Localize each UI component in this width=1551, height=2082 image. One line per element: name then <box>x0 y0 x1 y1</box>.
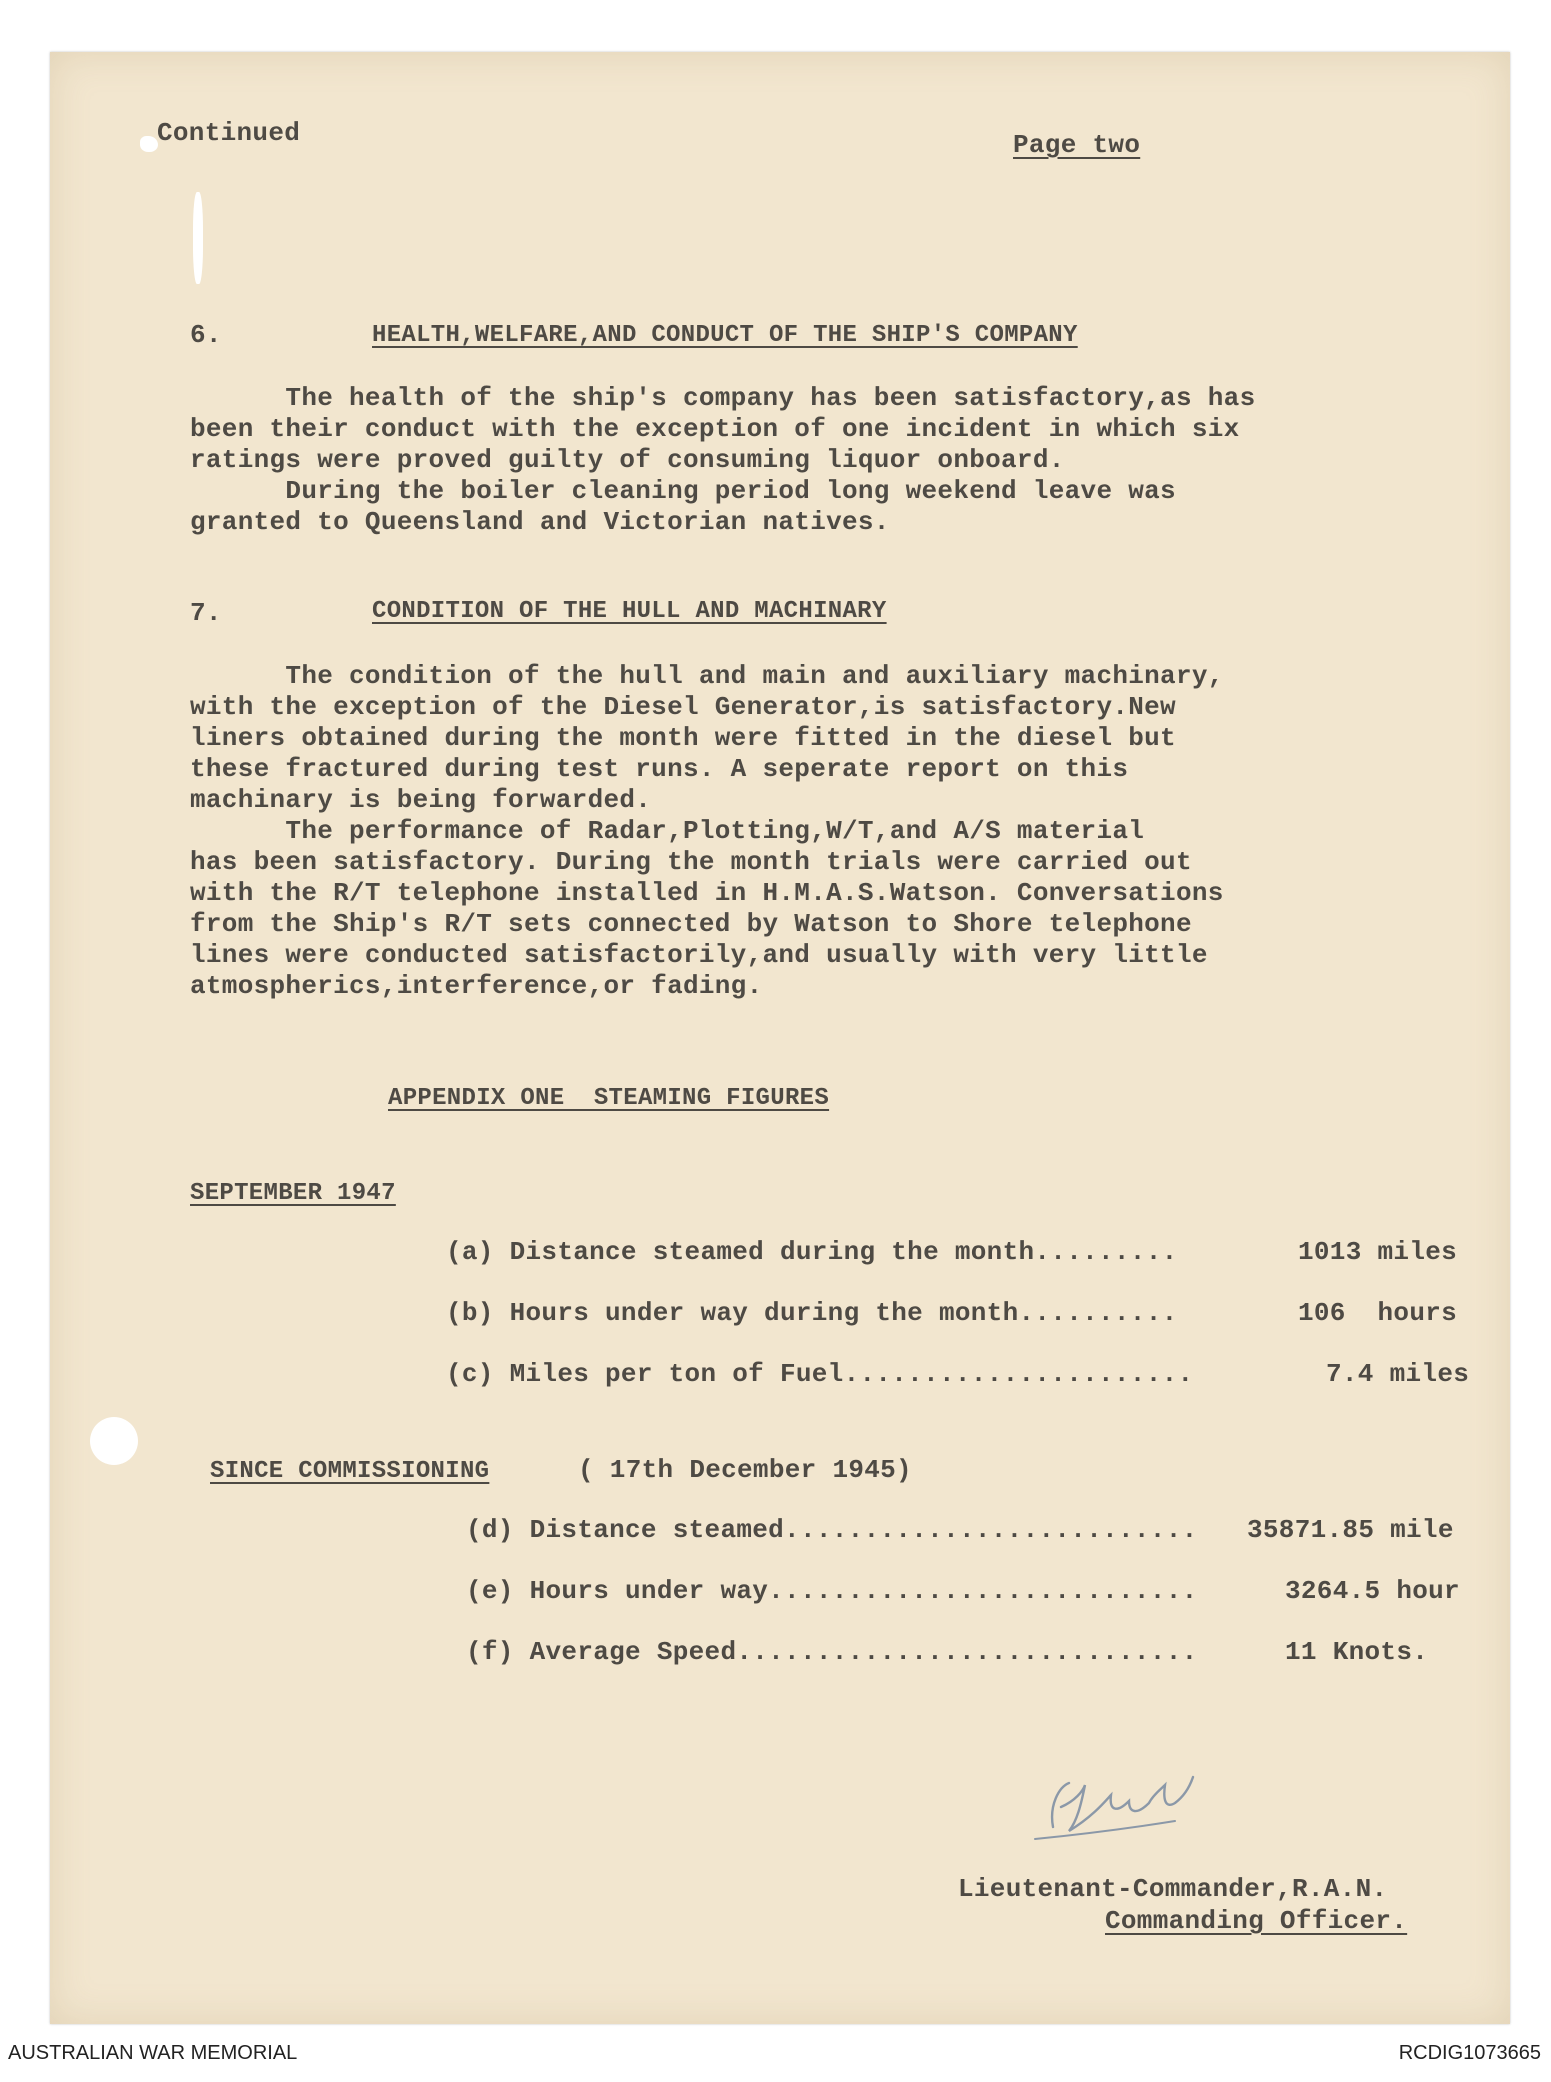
since-item-f-label: (f) Average Speed............................. <box>466 1637 1198 1667</box>
since-item-e-label: (e) Hours under way........................... <box>466 1576 1198 1606</box>
month-item-b-value: 106 hours <box>1298 1298 1458 1328</box>
month-item-c-value: 7.4 miles <box>1326 1359 1470 1389</box>
section-6-body: The health of the ship's company has been satisfactory,as has been their conduct with the exception of one incident in which six ratings were proved guilty of consuming liquor onboard. During the boiler cleaning period long weekend leave was granted to Queensland and Victorian natives. <box>190 383 1256 537</box>
since-commissioning-label: SINCE COMMISSIONING <box>210 1458 490 1485</box>
month-label: SEPTEMBER 1947 <box>190 1180 396 1207</box>
footer-source: AUSTRALIAN WAR MEMORIAL <box>8 2042 298 2064</box>
page-number: Page two <box>1013 130 1141 160</box>
since-item-e-value: 3264.5 hour <box>1285 1576 1460 1606</box>
punch-hole <box>90 1417 138 1465</box>
since-commissioning-date: ( 17th December 1945) <box>578 1455 912 1485</box>
since-item-d-value: 35871.85 mile <box>1247 1515 1454 1545</box>
since-item-f-value: 11 Knots. <box>1285 1637 1429 1667</box>
signatory-rank: Lieutenant-Commander,R.A.N. <box>958 1874 1388 1904</box>
month-item-c-label: (c) Miles per ton of Fuel...................... <box>446 1359 1194 1389</box>
appendix-title: APPENDIX ONE STEAMING FIGURES <box>388 1085 830 1112</box>
section-6-number: 6. <box>190 320 222 350</box>
handwritten-signature <box>1025 1755 1225 1855</box>
paper-tear <box>193 192 203 284</box>
month-item-a-label: (a) Distance steamed during the month......... <box>446 1237 1178 1267</box>
section-7-title: CONDITION OF THE HULL AND MACHINARY <box>372 598 887 625</box>
month-item-b-label: (b) Hours under way during the month.......... <box>446 1298 1178 1328</box>
section-7-number: 7. <box>190 598 222 628</box>
section-7-body: The condition of the hull and main and auxiliary machinary, with the exception of the Diesel Generator,is satisfactory.New liners obtained during the month were fitted in the diesel but these fractured during test runs. A seperate report on this machinary is being forwarded. The performance of Radar,Plotting,W/T,and A/S material has been satisfactory. During the month trials were carried out with the R/T telephone installed in H.M.A.S.Watson. Conversations from the Ship's R/T sets connected by Watson to Shore telephone lines were conducted satisfactorily,and usually with very little atmospherics,interference,or fading. <box>190 661 1224 1001</box>
paper-tear <box>140 136 158 152</box>
footer-id: RCDIG1073665 <box>1398 2042 1541 2064</box>
month-item-a-value: 1013 miles <box>1298 1237 1458 1267</box>
section-6-title: HEALTH,WELFARE,AND CONDUCT OF THE SHIP'S COMPANY <box>372 322 1078 349</box>
continued-label: Continued <box>157 118 301 148</box>
since-item-d-label: (d) Distance steamed.......................... <box>466 1515 1198 1545</box>
signatory-role: Commanding Officer. <box>1105 1906 1408 1936</box>
